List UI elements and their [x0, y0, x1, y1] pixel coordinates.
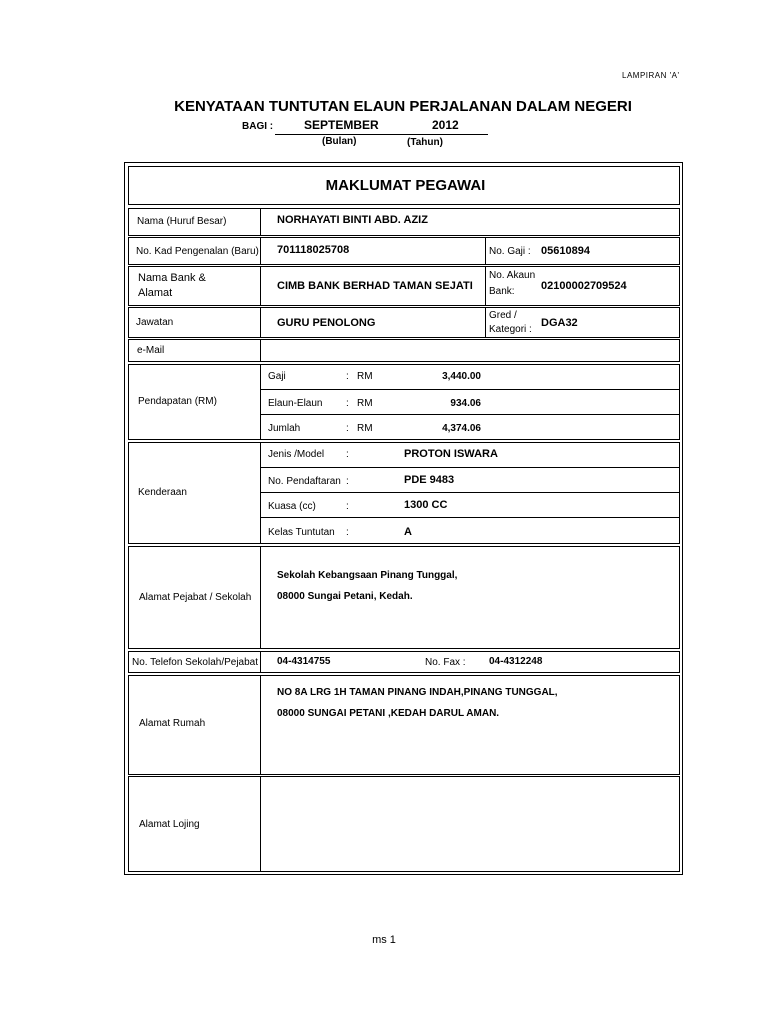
pendaftaran-colon: : — [346, 476, 349, 487]
rumah-label: Alamat Rumah — [139, 718, 206, 729]
telefon-label: No. Telefon Sekolah/Pejabat — [132, 657, 259, 668]
bank-label-line2: Alamat — [138, 287, 173, 299]
bank-value: CIMB BANK BERHAD TAMAN SEJATI — [277, 280, 473, 292]
gaji-no-label: No. Gaji : — [489, 246, 531, 257]
pejabat-line1: Sekolah Kebangsaan Pinang Tunggal, — [277, 570, 458, 581]
nama-value: NORHAYATI BINTI ABD. AZIZ — [277, 214, 428, 226]
page-number: ms 1 — [372, 934, 396, 946]
kuasa-label: Kuasa (cc) — [268, 501, 316, 512]
bagi-label: BAGI : — [242, 121, 274, 132]
kenderaan-label: Kenderaan — [138, 487, 187, 498]
kuasa-value: 1300 CC — [404, 499, 448, 511]
section-title: MAKLUMAT PEGAWAI — [325, 177, 486, 194]
pendapatan-label: Pendapatan (RM) — [138, 396, 217, 407]
gaji-amount: 3,440.00 — [442, 371, 481, 382]
gred-label-line2: Kategori : — [489, 324, 532, 335]
kelas-label: Kelas Tuntutan — [268, 527, 335, 538]
rumah-line1: NO 8A LRG 1H TAMAN PINANG INDAH,PINANG TUNGGAL, — [277, 687, 558, 698]
pejabat-label: Alamat Pejabat / Sekolah — [139, 592, 252, 603]
kuasa-cell — [260, 492, 680, 518]
email-value-cell — [260, 339, 680, 362]
elaun-amount: 934.06 — [450, 398, 481, 409]
pejabat-line2: 08000 Sungai Petani, Kedah. — [277, 591, 413, 602]
jumlah-colon: : — [346, 423, 349, 434]
kp-label: No. Kad Pengenalan (Baru) — [136, 246, 259, 257]
fax-label: No. Fax : — [425, 657, 466, 668]
jawatan-value: GURU PENOLONG — [277, 317, 376, 329]
email-label: e-Mail — [137, 345, 165, 356]
akaun-label-line1: No. Akaun — [489, 270, 536, 281]
pendaftaran-label: No. Pendaftaran — [268, 476, 341, 487]
document-title: KENYATAAN TUNTUTAN ELAUN PERJALANAN DALAM NEGERI — [174, 98, 632, 115]
bulan-value: SEPTEMBER — [304, 118, 379, 132]
bulan-caption: (Bulan) — [322, 136, 357, 147]
bulan-tahun-underline — [275, 134, 488, 135]
lojing-value-cell — [260, 776, 680, 872]
rumah-line2: 08000 SUNGAI PETANI ,KEDAH DARUL AMAN. — [277, 708, 500, 719]
jumlah-label: Jumlah — [268, 423, 301, 434]
pendaftaran-value: PDE 9483 — [404, 474, 455, 486]
kuasa-colon: : — [346, 501, 349, 512]
jawatan-label: Jawatan — [136, 317, 174, 328]
fax-value: 04-4312248 — [489, 656, 543, 667]
gred-label-line1: Gred / — [489, 310, 517, 321]
elaun-label: Elaun-Elaun — [268, 398, 323, 409]
gaji-colon: : — [346, 371, 349, 382]
telefon-value: 04-4314755 — [277, 656, 331, 667]
tahun-caption: (Tahun) — [407, 137, 443, 148]
elaun-colon: : — [346, 398, 349, 409]
elaun-currency: RM — [357, 398, 373, 409]
akaun-value: 02100002709524 — [541, 280, 627, 292]
akaun-label-line2: Bank: — [489, 286, 515, 297]
lojing-label: Alamat Lojing — [139, 819, 200, 830]
jumlah-currency: RM — [357, 423, 373, 434]
jumlah-amount: 4,374.06 — [442, 423, 481, 434]
jenis-colon: : — [346, 449, 349, 460]
gaji-currency: RM — [357, 371, 373, 382]
kp-value: 701118025708 — [277, 244, 350, 256]
jenis-value: PROTON ISWARA — [404, 448, 498, 460]
kelas-value: A — [404, 526, 412, 538]
tahun-value: 2012 — [432, 118, 459, 132]
bank-label-line1: Nama Bank & — [138, 272, 206, 284]
gaji-label: Gaji — [268, 371, 286, 382]
gred-value: DGA32 — [541, 317, 578, 329]
nama-label: Nama (Huruf Besar) — [137, 216, 227, 227]
lampiran-label: LAMPIRAN 'A' — [622, 71, 680, 80]
jenis-label: Jenis /Model — [268, 449, 325, 460]
kelas-colon: : — [346, 527, 349, 538]
gaji-no-value: 05610894 — [541, 245, 590, 257]
